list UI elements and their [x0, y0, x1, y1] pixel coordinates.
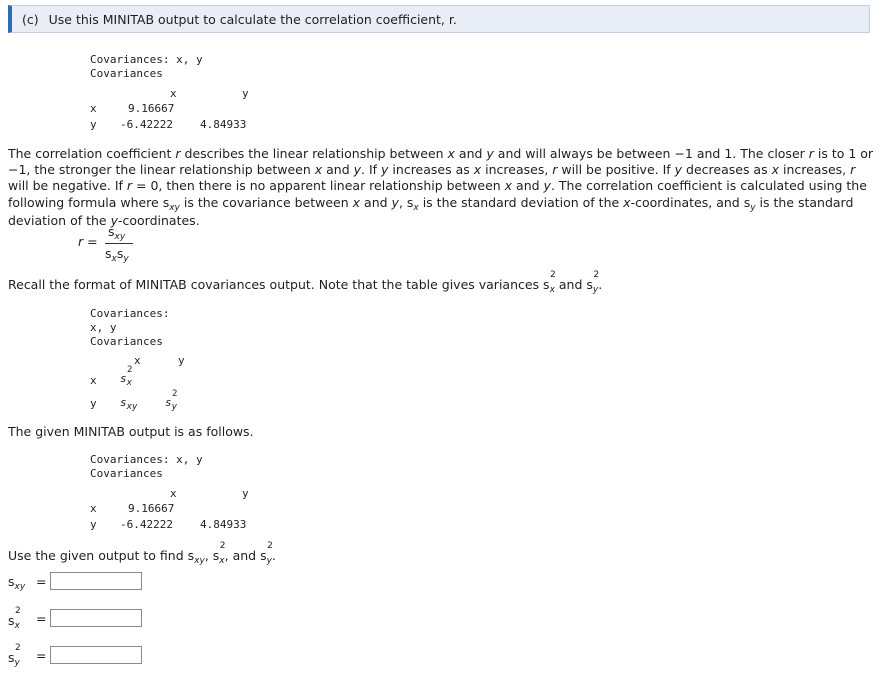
- sxy-equals: =: [36, 574, 47, 589]
- sxy-input[interactable]: [50, 572, 142, 590]
- template-sxy: $s_{xy}$: [120, 396, 138, 412]
- output2-row-y-val1: -6.42222: [120, 518, 173, 531]
- output2-row-y-val2: 4.84933: [200, 518, 247, 531]
- output1-row-y-val1: -6.42222: [120, 118, 173, 131]
- formula-numerator: $s_{xy}$: [108, 224, 126, 242]
- template-title: Covariances:: [90, 307, 170, 320]
- sy2-label: s 2 $_y$: [8, 643, 21, 668]
- recall-text: Recall the format of MINITAB covariances output. Note that the table gives variances s 2 $_x$ and s 2 $_y$.: [8, 270, 603, 295]
- template-sy2: s 2 $_y$: [165, 389, 178, 412]
- template-subtitle: Covariances: [90, 335, 163, 348]
- output1-row-x-val: 9.16667: [128, 102, 175, 115]
- output2-row-x-val: 9.16667: [128, 502, 175, 515]
- output1-col-y: y: [242, 87, 249, 100]
- template-col-x: x: [134, 354, 141, 367]
- output1-col-x: x: [170, 87, 177, 100]
- sx2-label: s 2 $_x$: [8, 606, 21, 631]
- output2-col-y: y: [242, 487, 249, 500]
- header-instruction: Use this MINITAB output to calculate the correlation coefficient, r.: [48, 11, 457, 27]
- output2-col-x: x: [170, 487, 177, 500]
- formula-denominator: $s_xs_y$: [105, 246, 129, 264]
- sy2-input[interactable]: [50, 646, 142, 664]
- template-sx2: s 2 $_x$: [120, 365, 133, 388]
- output1-row-y-label: y: [90, 118, 97, 131]
- output2-row-x-label: x: [90, 502, 97, 515]
- output1-title: Covariances: x, y: [90, 53, 203, 66]
- explanation-paragraph: The correlation coefficient r describes the linear relationship between x and y and will always be between −1 and 1. The closer r is to 1 or −1, the stronger the linear relationship between x and y. If y increases as x increases, r will be positive. If y decreases as x increases, r will be negative. If r = 0, then there is no apparent linear relationship between x and y. The correlation coefficient is calculated using the following formula where $s_{xy}$ is the covariance between x and y, $s_x$ is the standard deviation of the x-coordinates, and $s_y$ is the standard deviation of the y-coordinates.: [8, 146, 874, 228]
- template-vars: x, y: [90, 321, 117, 334]
- sx2-equals: =: [36, 611, 47, 626]
- given-text: The given MINITAB output is as follows.: [8, 424, 254, 439]
- template-col-y: y: [178, 354, 185, 367]
- sy2-equals: =: [36, 648, 47, 663]
- output2-subtitle: Covariances: [90, 467, 163, 480]
- fraction-bar: [105, 243, 133, 244]
- template-row-x: x: [90, 374, 97, 387]
- sx2-input[interactable]: [50, 609, 142, 627]
- formula-lhs: r =: [78, 234, 98, 249]
- output1-row-y-val2: 4.84933: [200, 118, 247, 131]
- find-instruction: Use the given output to find $s_{xy}$, s 2 $_x$, and s 2 $_y$.: [8, 541, 276, 566]
- sxy-label: $s_{xy}$: [8, 574, 26, 592]
- output2-title: Covariances: x, y: [90, 453, 203, 466]
- question-header: [8, 5, 870, 33]
- output1-subtitle: Covariances: [90, 67, 163, 80]
- output2-row-y-label: y: [90, 518, 97, 531]
- part-label: (c): [22, 11, 39, 27]
- output1-row-x-label: x: [90, 102, 97, 115]
- template-row-y: y: [90, 397, 97, 410]
